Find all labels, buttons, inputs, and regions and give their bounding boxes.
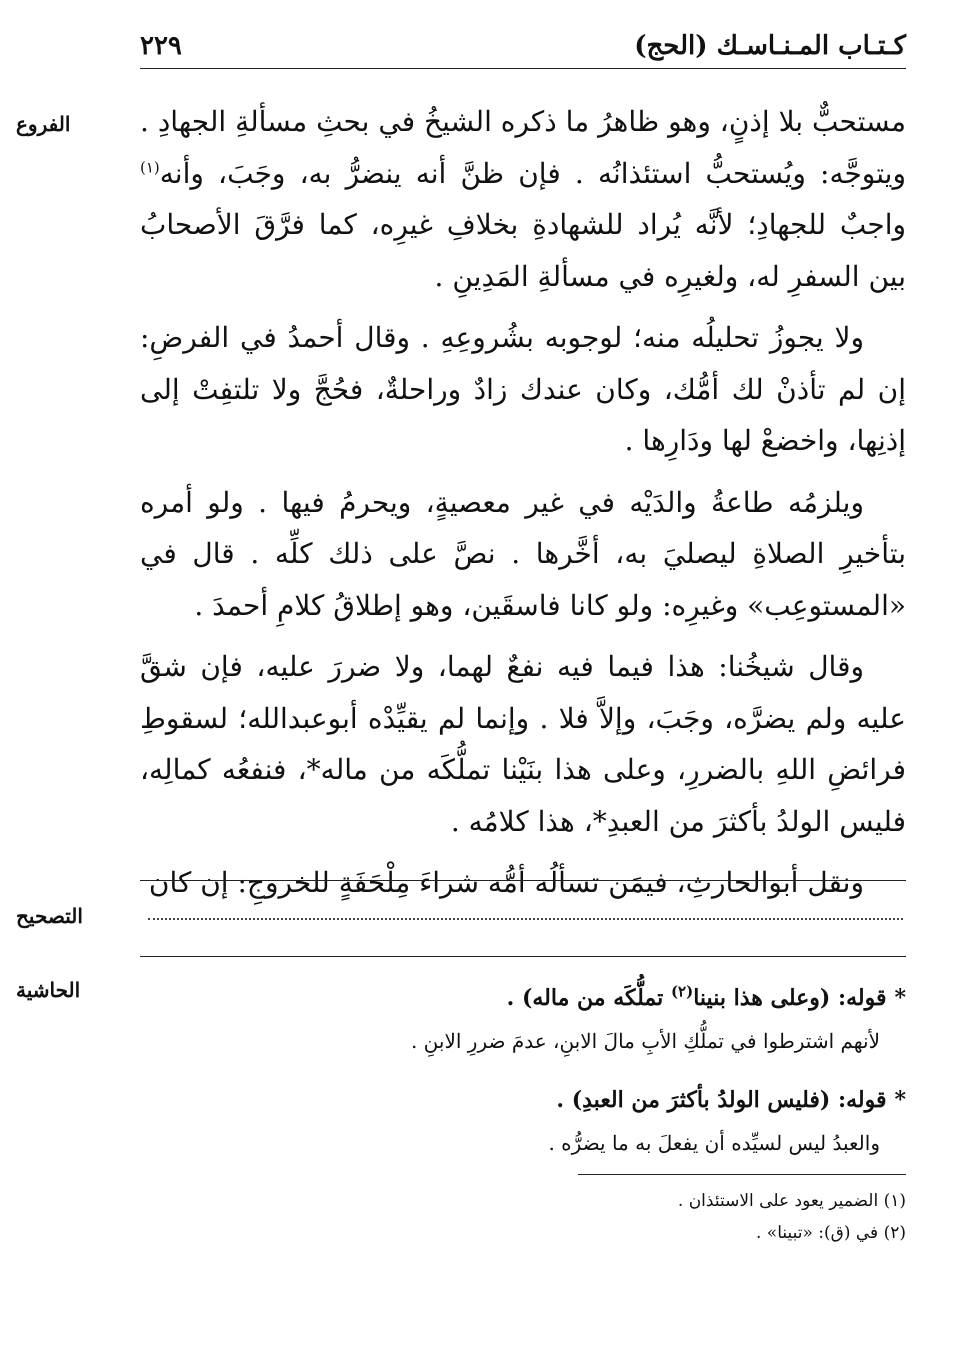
paragraph-1: مستحبٌّ بلا إذنٍ، وهو ظاهرُ ما ذكره الشيخُ في بحثِ مسألةِ الجهادِ . ويتوجَّه: ويُستحبُّ استئذانُه . فإن ظنَّ أنه ينضرُّ به، وجَبَ، وأنه$^{(١)}$ واجبٌ للجهادِ؛ لأنَّه يُراد للشهادةِ بخلافِ غيرِه، كما فرَّقَ الأصحابُ بين السفرِ له، ولغيرِه في مسألةِ المَدِينِ .: [140, 105, 906, 293]
footnote-1: (١) الضمير يعود على الاستئذان .: [677, 1191, 906, 1211]
tashih-top-rule: [140, 880, 906, 881]
margin-label-hashiya: الحاشية: [16, 978, 81, 1002]
footnote-ref-1: (١): [140, 158, 160, 177]
margin-label-tashih: التصحيح: [16, 904, 83, 928]
hashiya-note-2: [140, 1082, 906, 1160]
header-rule: [140, 68, 906, 69]
main-text-body: [140, 96, 906, 909]
tashih-bottom-rule: [140, 956, 906, 957]
paragraph-3: ويلزمُه طاعةُ والدَيْه في غير معصيةٍ، ويحرمُ فيها . ولو أمره بتأخيرِ الصلاةِ ليصليَ به، أخَّرها . نصَّ على ذلك كلِّه . قال في «المستوعِب» وغيرِه: ولو كانا فاسقَين، وهو إطلاقُ كلامِ أحمدَ .: [140, 485, 906, 622]
paragraph-4: وقال شيخُنا: هذا فيما فيه نفعٌ لهما، ولا ضررَ عليه، فإن شقَّ عليه ولم يضرَّه، وجَبَ، وإلاَّ فلا . وإنما لم يقيِّدْه أبوعبدالله؛ لسقوطِ فرائضِ اللهِ بالضررِ، وعلى هذا بنَيْنا تملُّكَه من ماله*، فنفعُه كمالِه، فليس الولدُ بأكثرَ من العبدِ*، هذا كلامُه .: [140, 650, 906, 838]
footnote-2: (٢) في (ق): «تبينا» .: [755, 1223, 906, 1243]
margin-label-furu: الفروع: [16, 112, 71, 136]
hashiya-note-1: [140, 980, 906, 1058]
footnote-rule: [578, 1174, 906, 1175]
note-body: والعبدُ ليس لسيِّده أن يفعلَ به ما يضرُّه .: [548, 1131, 880, 1155]
paragraph-2: ولا يجوزُ تحليلُه منه؛ لوجوبه بشُروعِهِ . وقال أحمدُ في الفرضِ: إن لم تأذنْ لك أمُّك، وكان عندك زادٌ وراحلةٌ، فحُجَّ ولا تلتفِتْ إلى إذنِها، واخضعْ لها ودَارِها .: [140, 321, 906, 457]
footnote-ref-2: (٢): [670, 982, 694, 1001]
asterisk-icon: *: [894, 1087, 906, 1113]
note-heading: *قوله: (وعلى هذا بنينا$^{(٢)}$ تملُّكَه من ماله) .: [506, 982, 906, 1011]
note-heading: *قوله: (فليس الولدُ بأكثرَ من العبدِ) .: [556, 1087, 906, 1113]
paragraph-5: ونقل أبوالحارثِ، فيمَن تسألُه أمُّه شراءَ مِلْحَفَةٍ للخروجِ: إن كان: [148, 866, 864, 899]
page-number: ٢٢٩: [140, 31, 182, 61]
tashih-dotted-line: [148, 918, 903, 920]
asterisk-icon: *: [894, 985, 906, 1011]
note-body: لأنهم اشترطوا في تملُّكِ الأبِ مالَ الابنِ، عدمَ ضررِ الابنِ .: [410, 1029, 880, 1053]
running-header-title: كـتـاب المـنـاسـك (الحج): [634, 31, 906, 61]
